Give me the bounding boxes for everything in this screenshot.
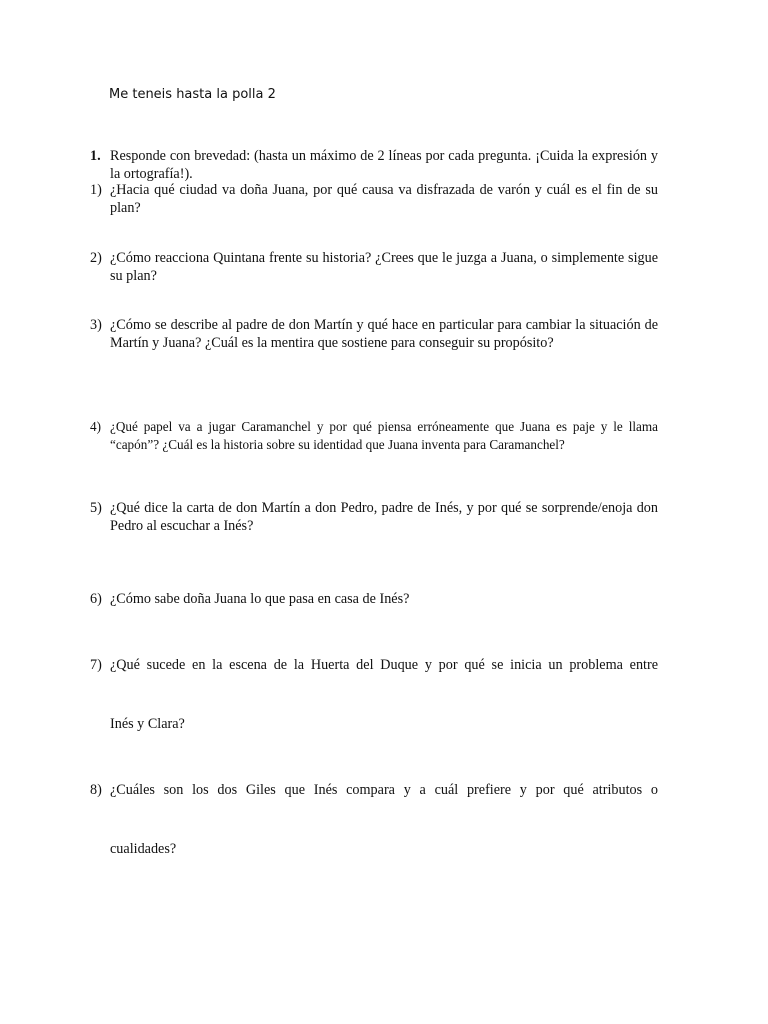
- question-number: 5): [90, 500, 102, 516]
- question-1: [90, 182, 658, 217]
- question-text: ¿Qué sucede en la escena de la Huerta del Duque y por qué se inicia un problema entre: [110, 657, 658, 673]
- question-3: [90, 317, 658, 352]
- question-8-continuation: cualidades?: [110, 841, 177, 857]
- question-text: ¿Qué dice la carta de don Martín a don Pedro, padre de Inés, y por qué se sorprende/enoja don Pedro al escuchar a Inés?: [110, 500, 658, 534]
- question-2: [90, 250, 658, 285]
- question-number: 8): [90, 782, 102, 798]
- question-number: 7): [90, 657, 102, 673]
- question-7: [90, 657, 658, 675]
- question-7-continuation: Inés y Clara?: [110, 716, 185, 732]
- question-number: 4): [90, 419, 101, 434]
- question-text: ¿Cuáles son los dos Giles que Inés compara y a cuál prefiere y por qué atributos o: [110, 782, 658, 798]
- document-title: Me teneis hasta la polla 2: [109, 87, 276, 102]
- question-5: [90, 500, 658, 535]
- question-text: ¿Qué papel va a jugar Caramanchel y por qué piensa erróneamente que Juana es paje y le llama “capón”? ¿Cuál es la historia sobre su identidad que Juana inventa para Caramanchel?: [110, 419, 658, 452]
- question-text: ¿Cómo reacciona Quintana frente su historia? ¿Crees que le juzga a Juana, o simplemente sigue su plan?: [110, 250, 658, 284]
- question-text: ¿Cómo se describe al padre de don Martín y qué hace en particular para cambiar la situación de Martín y Juana? ¿Cuál es la mentira que sostiene para conseguir su propósito?: [110, 317, 658, 351]
- instruction: [90, 148, 658, 183]
- question-text: ¿Cómo sabe doña Juana lo que pasa en casa de Inés?: [110, 591, 410, 607]
- question-number: 2): [90, 250, 102, 266]
- question-4: [90, 418, 658, 453]
- question-number: 6): [90, 591, 102, 607]
- question-8: [90, 782, 658, 800]
- question-6: [90, 591, 658, 609]
- instruction-text: Responde con brevedad: (hasta un máximo de 2 líneas por cada pregunta. ¡Cuida la expresión y la ortografía!).: [110, 148, 658, 182]
- question-number: 3): [90, 317, 102, 333]
- question-text: ¿Hacia qué ciudad va doña Juana, por qué causa va disfrazada de varón y cuál es el fin de su plan?: [110, 182, 658, 216]
- question-number: 1): [90, 182, 102, 198]
- instruction-number: 1.: [90, 148, 101, 164]
